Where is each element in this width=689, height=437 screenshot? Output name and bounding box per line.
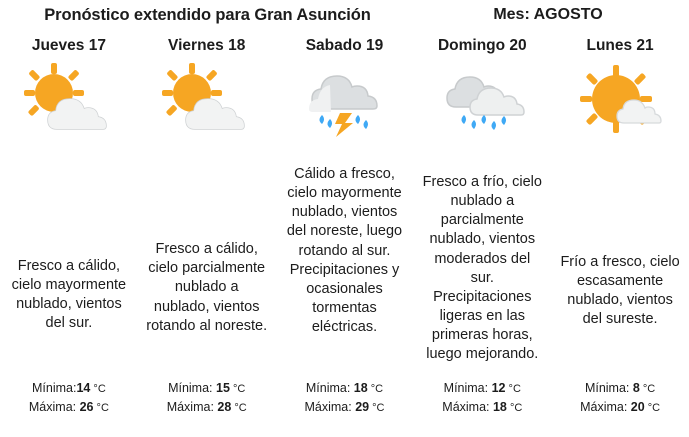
min-temp: Mínima: 12 °C [443,381,521,396]
forecast-day-column [0,25,138,425]
day-description: Frío a fresco, cielo escasamente nublado, vientos del sureste. [560,253,680,328]
day-temperatures [551,379,689,417]
min-temp: Mínima: 15 °C [168,381,246,396]
day-title: Viernes 18 [168,37,246,54]
day-temperatures [0,379,138,417]
max-temp: Máxima: 26 °C [28,400,109,415]
cloud-with-lightning-and-rain-icon [282,59,408,145]
max-temp: Máxima: 28 °C [166,400,247,415]
day-description: Fresco a cálido, cielo parcialmente nublado a nublado, vientos rotando al noreste. [146,241,268,334]
day-temperatures [276,379,414,417]
day-description: Fresco a cálido, cielo mayormente nublado, vientos del sur. [11,257,127,332]
forecast-day-column [138,25,276,425]
day-title: Sabado 19 [305,37,384,54]
max-temp: Máxima: 18 °C [442,400,523,415]
page-header [0,0,689,25]
day-title: Jueves 17 [31,37,106,54]
sun-with-small-cloud-icon [557,59,683,145]
max-temp: Máxima: 29 °C [304,400,385,415]
min-temp: Mínima:14 °C [32,381,106,396]
cloud-with-rain-icon [419,59,545,145]
min-temp: Mínima: 18 °C [305,381,384,396]
page-title: Pronóstico extendido para Gran Asunción [44,6,371,24]
max-temp: Máxima: 20 °C [580,400,661,415]
forecast-columns [0,25,689,425]
sun-behind-cloud-icon [144,59,270,145]
day-temperatures [413,379,551,417]
day-description: Cálido a fresco, cielo mayormente nublado, vientos del noreste, luego rotando al sur. Precipitaciones y ocasionales tormentas eléctricas. [286,166,403,335]
month-label: Mes: AGOSTO [493,6,603,23]
forecast-day-column [413,25,551,425]
min-temp: Mínima: 8 °C [584,381,656,396]
day-title: Lunes 21 [586,37,654,54]
day-description: Fresco a frío, cielo nublado a parcialmente nublado, vientos moderados del sur. Precipitaciones ligeras en las primeras horas, luego mejorando. [422,174,542,363]
day-title: Domingo 20 [437,37,527,54]
day-temperatures [138,379,276,417]
sun-behind-cloud-icon [6,59,132,145]
forecast-day-column [276,25,414,425]
forecast-day-column [551,25,689,425]
